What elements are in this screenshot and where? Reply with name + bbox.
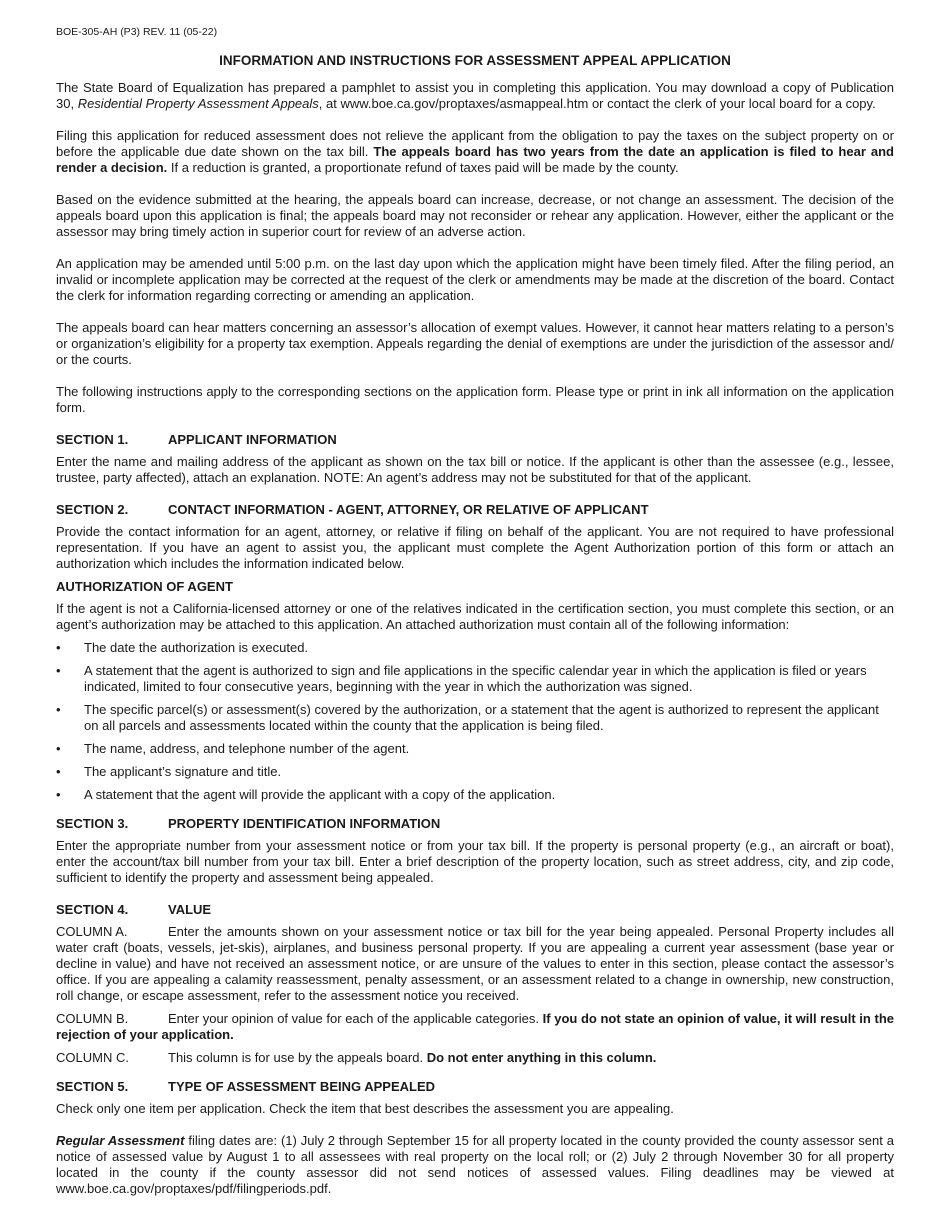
authorization-heading: AUTHORIZATION OF AGENT	[56, 579, 233, 594]
authorization-requirements-list	[56, 640, 894, 803]
intro-paragraph-amendment: An application may be amended until 5:00 p.m. on the last day upon which the application might have been timely filed. After the filing period, an invalid or incomplete application may be corrected at the request of the clerk or amendments may be made at the discretion of the board. Contact the clerk for information regarding correcting or amending an application.	[56, 256, 894, 303]
column-b-warning: If you do not state an opinion of value, it will result in the rejection of your application.	[56, 1011, 894, 1042]
list-item-text: The date the authorization is executed.	[84, 640, 309, 655]
bullet-icon: •	[56, 741, 61, 756]
section-4-number: SECTION 4.	[56, 902, 129, 917]
column-c-text	[56, 1050, 894, 1066]
intro-p2-text-b: If a reduction is granted, a proportionate refund of taxes paid will be made by the county.	[167, 160, 679, 175]
section-2-heading	[56, 502, 894, 518]
intro-paragraph-publication	[56, 80, 894, 112]
section-1-heading	[56, 432, 894, 448]
section-1-text: Enter the name and mailing address of the applicant as shown on the tax bill or notice. If the applicant is other than the assessee (e.g., lessee, trustee, party affected), attach an explanation. NOTE: An agent’s address may not be substituted for that of the applicant.	[56, 454, 894, 485]
section-5-title: TYPE OF ASSESSMENT BEING APPEALED	[168, 1079, 436, 1094]
bullet-icon: •	[56, 640, 61, 655]
column-b-label: COLUMN B.	[56, 1011, 129, 1026]
bullet-icon: •	[56, 787, 61, 802]
section-2-text: Provide the contact information for an agent, attorney, or relative if filing on behalf of the applicant. You are not required to have professional representation. If you have an agent to assist you, the applicant must complete the Agent Authorization portion of this form or attach an authorization which includes the information indicated below.	[56, 524, 894, 571]
section-3-number: SECTION 3.	[56, 816, 129, 831]
intro-paragraph-instructions: The following instructions apply to the corresponding sections on the application form. Please type or print in ink all information on the application form.	[56, 384, 894, 415]
column-c-body: This column is for use by the appeals board.	[168, 1050, 427, 1065]
list-item-text: The specific parcel(s) or assessment(s) covered by the authorization, or a statement that the agent is authorized to represent the applicant on all parcels and assessments located within the county that the application is being filed.	[84, 702, 879, 733]
regular-assessment-body: filing dates are: (1) July 2 through September 15 for all property located in the county provided the county assessor sent a notice of assessed value by August 1 to all assessees with real property on the local roll; or (2) July 2 through November 30 for all property located in the county if the county assessor did not send notices of assessed values. Filing deadlines may be viewed at www.boe.ca.gov/proptaxes/pdf/filingperiods.pdf.	[56, 1133, 894, 1196]
section-1-title: APPLICANT INFORMATION	[168, 432, 337, 447]
bullet-icon: •	[56, 663, 61, 678]
list-item	[56, 640, 894, 656]
section-3-title: PROPERTY IDENTIFICATION INFORMATION	[168, 816, 441, 831]
list-item-text: The applicant’s signature and title.	[84, 764, 282, 779]
intro-p1-text-a: The State Board of Equalization has prepared a pamphlet to assist you in completing this application. You may download a copy of Publication 30,	[56, 80, 894, 111]
bullet-icon: •	[56, 702, 61, 717]
column-a-body: Enter the amounts shown on your assessment notice or tax bill for the year being appealed. Personal Property includes all water craft (boats, vessels, jet-skis), airplanes, and business personal property. If you are appealing a current year assessment (base year or decline in value) and have not received an assessment notice, or are unsure of the values to enter in this section, please contact the assessor’s office. If you are appealing a calamity reassessment, penalty assessment, or an assessment related to a change in ownership, new construction, roll change, or escape assessment, refer to the assessment notice you received.	[56, 924, 894, 1003]
list-item	[56, 787, 894, 803]
section-3-heading	[56, 816, 894, 832]
regular-assessment-label: Regular Assessment	[56, 1133, 185, 1148]
section-5-heading	[56, 1079, 894, 1095]
list-item-text: The name, address, and telephone number of the agent.	[84, 741, 410, 756]
column-c-label: COLUMN C.	[56, 1050, 129, 1065]
column-c-warning: Do not enter anything in this column.	[426, 1050, 657, 1065]
bullet-icon: •	[56, 764, 61, 779]
two-year-notice: The appeals board has two years from the date an application is filed to hear and render a decision.	[56, 144, 895, 175]
list-item	[56, 741, 894, 757]
publication-title: Residential Property Assessment Appeals	[77, 96, 319, 111]
column-a-label: COLUMN A.	[56, 924, 128, 939]
section-4-title: VALUE	[168, 902, 212, 917]
section-5-number: SECTION 5.	[56, 1079, 129, 1094]
list-item	[56, 702, 894, 734]
list-item-text: A statement that the agent will provide the applicant with a copy of the application.	[84, 787, 556, 802]
section-2-title: CONTACT INFORMATION - AGENT, ATTORNEY, OR RELATIVE OF APPLICANT	[168, 502, 649, 517]
section-1-number: SECTION 1.	[56, 432, 129, 447]
section-5-text: Check only one item per application. Check the item that best describes the assessment you are appealing.	[56, 1101, 674, 1116]
intro-p1-text-b: , at www.boe.ca.gov/proptaxes/asmappeal.htm or contact the clerk of your local board for a copy.	[318, 96, 876, 111]
section-3-text: Enter the appropriate number from your assessment notice or from your tax bill. If the property is personal property (e.g., an aircraft or boat), enter the account/tax bill number from your tax bill. Enter a brief description of the property location, such as street address, city, and zip code, sufficient to identify the property and assessment being appealed.	[56, 838, 894, 885]
section-4-heading	[56, 902, 894, 918]
regular-assessment-text	[56, 1133, 894, 1197]
column-b-body: Enter your opinion of value for each of the applicable categories.	[168, 1011, 543, 1026]
intro-paragraph-filing	[56, 128, 894, 176]
instruction-page	[56, 26, 894, 1213]
column-b-text	[56, 1011, 894, 1043]
intro-paragraph-exemptions: The appeals board can hear matters concerning an assessor’s allocation of exempt values. However, it cannot hear matters relating to a person’s or organization’s eligibility for a property tax exemption. Appeals regarding the denial of exemptions are under the jurisdiction of the assessor and/ or the courts.	[56, 320, 894, 367]
section-2-number: SECTION 2.	[56, 502, 129, 517]
column-a-text	[56, 924, 894, 1004]
intro-p2-text-a: Filing this application for reduced assessment does not relieve the applicant from the obligation to pay the taxes on the subject property on or before the applicable due date shown on the tax bill.	[56, 128, 894, 159]
list-item	[56, 663, 894, 695]
form-id: BOE-305-AH (P3) REV. 11 (05-22)	[56, 26, 218, 38]
list-item-text: A statement that the agent is authorized to sign and file applications in the specific calendar year in which the application is filed or years indicated, limited to four consecutive years, beginning with the year in which the authorization was signed.	[84, 663, 867, 694]
list-item	[56, 764, 894, 780]
authorization-text: If the agent is not a California-licensed attorney or one of the relatives indicated in the certification section, you must complete this section, or an agent’s authorization may be attached to this application. An attached authorization must contain all of the following information:	[56, 601, 894, 632]
intro-paragraph-evidence: Based on the evidence submitted at the hearing, the appeals board can increase, decrease, or not change an assessment. The decision of the appeals board upon this application is final; the appeals board may not reconsider or rehear any application. However, either the applicant or the assessor may bring timely action in superior court for review of an adverse action.	[56, 192, 894, 239]
document-title: INFORMATION AND INSTRUCTIONS FOR ASSESSMENT APPEAL APPLICATION	[219, 53, 731, 68]
